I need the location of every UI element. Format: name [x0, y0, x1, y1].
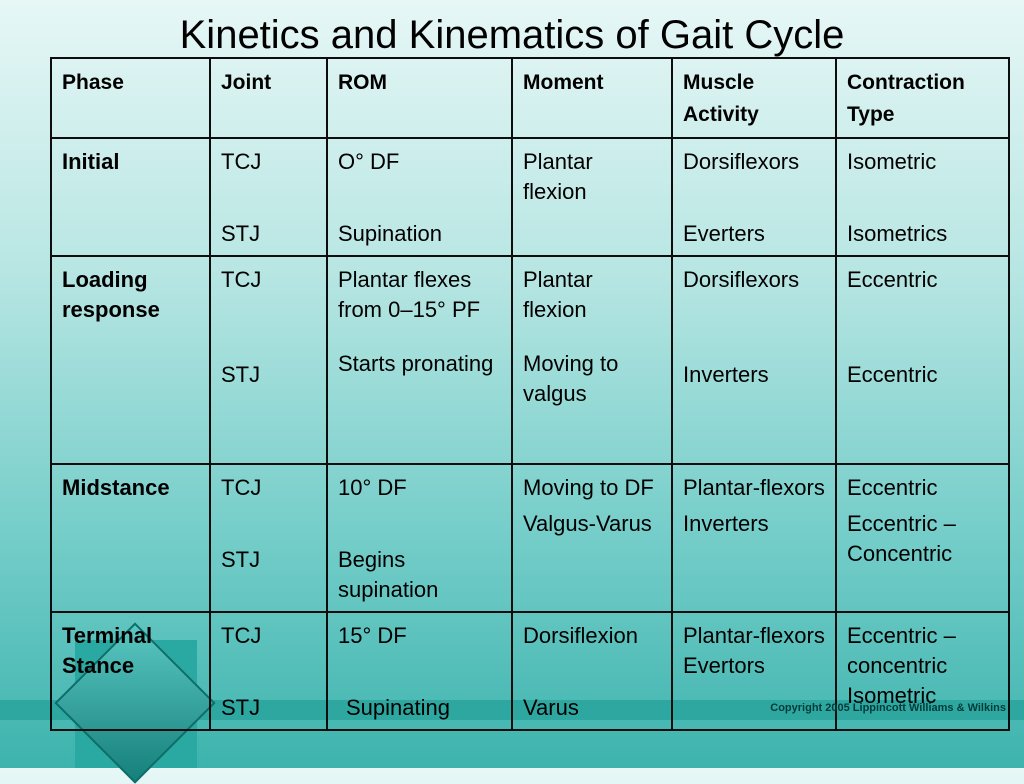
contraction-tcj: Eccentric – concentric — [847, 623, 956, 678]
rom-cell — [327, 138, 512, 256]
joint-cell — [210, 256, 327, 464]
header-phase: Phase — [51, 58, 210, 138]
rom-cell — [327, 464, 512, 612]
phase-cell: Loading response — [51, 256, 210, 464]
moment-tcj: Plantar flexion — [523, 149, 593, 204]
moment-stj: Varus — [523, 695, 579, 720]
joint-stj: STJ — [221, 695, 261, 720]
contraction-cell — [836, 464, 1009, 612]
table-row — [51, 464, 1009, 612]
moment-tcj: Dorsiflexion — [523, 623, 638, 648]
header-joint: Joint — [210, 58, 327, 138]
rom-cell — [327, 256, 512, 464]
joint-tcj: TCJ — [221, 623, 262, 648]
table-row — [51, 256, 1009, 464]
muscle-tcj: Plantar-flexors — [683, 623, 825, 648]
contraction-stj: Isometric — [847, 683, 937, 708]
rom-cell — [327, 612, 512, 730]
copyright-notice: Copyright 2005 Lippincott Williams & Wilkins — [770, 702, 1006, 714]
rom-tcj: 15° DF — [338, 623, 407, 648]
rom-stj: Starts pronating — [338, 351, 494, 376]
joint-stj: STJ — [221, 221, 261, 246]
contraction-cell — [836, 138, 1009, 256]
muscle-cell — [672, 464, 836, 612]
contraction-stj: Eccentric — [847, 362, 938, 387]
contraction-tcj: Isometric — [847, 149, 937, 174]
joint-cell — [210, 138, 327, 256]
muscle-tcj: Plantar-flexors — [683, 475, 825, 500]
rom-tcj: 10° DF — [338, 475, 407, 500]
table-row — [51, 138, 1009, 256]
moment-cell — [512, 464, 672, 612]
joint-tcj: TCJ — [221, 267, 262, 292]
header-rom: ROM — [327, 58, 512, 138]
phase-cell: Terminal Stance — [51, 612, 210, 730]
rom-stj: Supinating — [346, 695, 450, 720]
muscle-stj: Inverters — [683, 362, 769, 387]
rom-tcj: Plantar flexes from 0–15° PF — [338, 267, 481, 322]
moment-stj: Moving to valgus — [523, 351, 619, 406]
header-moment: Moment — [512, 58, 672, 138]
moment-cell — [512, 256, 672, 464]
rom-stj: Supination — [338, 221, 442, 246]
header-muscle-activity: Muscle Activity — [672, 58, 836, 138]
contraction-cell — [836, 256, 1009, 464]
moment-cell — [512, 612, 672, 730]
phase-cell: Midstance — [51, 464, 210, 612]
moment-stj: Valgus-Varus — [523, 511, 652, 536]
muscle-tcj: Dorsiflexors — [683, 149, 800, 174]
slide-title: Kinetics and Kinematics of Gait Cycle — [179, 13, 845, 57]
muscle-stj: Evertors — [683, 653, 765, 678]
moment-tcj: Plantar flexion — [523, 267, 593, 322]
joint-stj: STJ — [221, 362, 261, 387]
rom-tcj: O° DF — [338, 149, 400, 174]
header-contraction-type: Contraction Type — [836, 58, 1009, 138]
phase-cell: Initial — [51, 138, 210, 256]
joint-cell — [210, 612, 327, 730]
muscle-stj: Inverters — [683, 511, 769, 536]
rom-stj: Begins supination — [338, 547, 439, 602]
contraction-tcj: Eccentric — [847, 267, 938, 292]
muscle-cell — [672, 256, 836, 464]
joint-cell — [210, 464, 327, 612]
gait-cycle-table — [50, 57, 1010, 731]
muscle-cell — [672, 138, 836, 256]
moment-cell — [512, 138, 672, 256]
contraction-tcj: Eccentric — [847, 475, 938, 500]
moment-tcj: Moving to DF — [523, 475, 654, 500]
contraction-stj: Isometrics — [847, 221, 948, 246]
joint-stj: STJ — [221, 547, 261, 572]
muscle-tcj: Dorsiflexors — [683, 267, 800, 292]
table-header-row — [51, 58, 1009, 138]
joint-tcj: TCJ — [221, 149, 262, 174]
muscle-stj: Everters — [683, 221, 765, 246]
joint-tcj: TCJ — [221, 475, 262, 500]
contraction-stj: Eccentric – Concentric — [847, 511, 956, 566]
